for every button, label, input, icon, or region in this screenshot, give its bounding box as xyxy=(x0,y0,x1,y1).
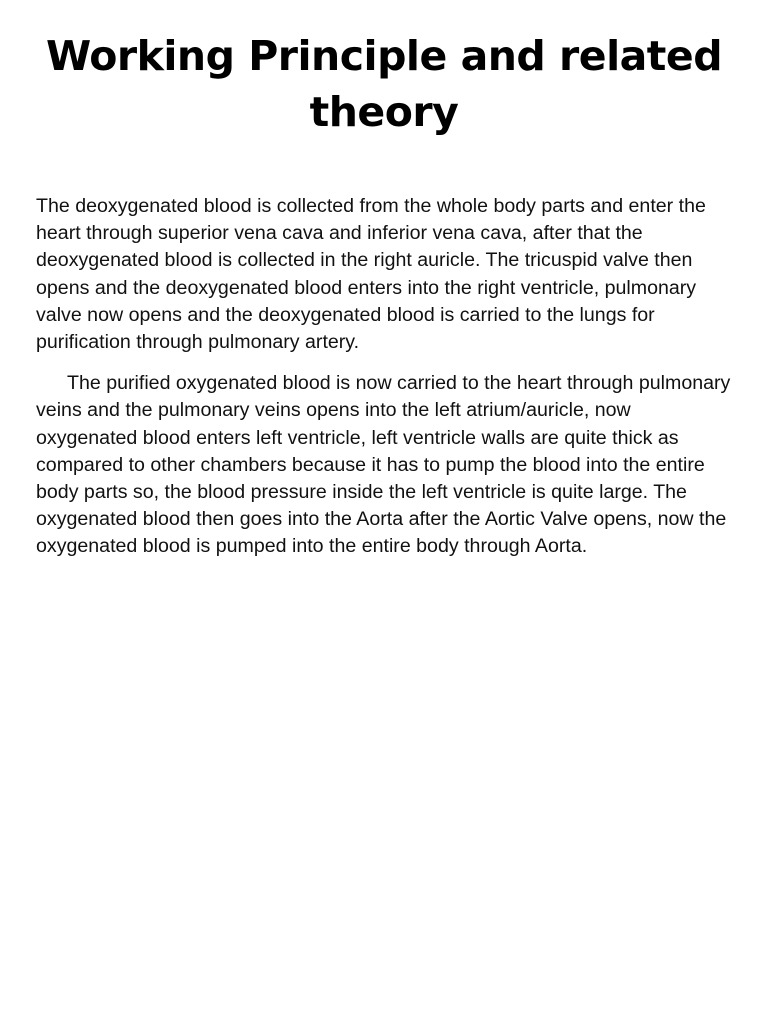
body-text xyxy=(36,193,736,561)
paragraph-oxygenated-blood: The purified oxygenated blood is now carried to the heart through pulmonary veins and the pulmonary veins opens into the left atrium/auricle, now oxygenated blood enters left ventricle, left ventricle walls are quite thick as compared to other chambers because it has to pump the blood into the entire body parts so, the blood pressure inside the left ventricle is quite large. The oxygenated blood then goes into the Aorta after the Aortic Valve opens, now the oxygenated blood is pumped into the entire body through Aorta. xyxy=(36,372,731,558)
paragraph-deoxygenated-blood: The deoxygenated blood is collected from the whole body parts and enter the heart through superior vena cava and inferior vena cava, after that the deoxygenated blood is collected in the right auricle. The tricuspid valve then opens and the deoxygenated blood enters into the right ventricle, pulmonary valve now opens and the deoxygenated blood is carried to the lungs for purification through pulmonary artery. xyxy=(36,195,706,354)
page-title: Working Principle and related theory xyxy=(45,32,723,136)
